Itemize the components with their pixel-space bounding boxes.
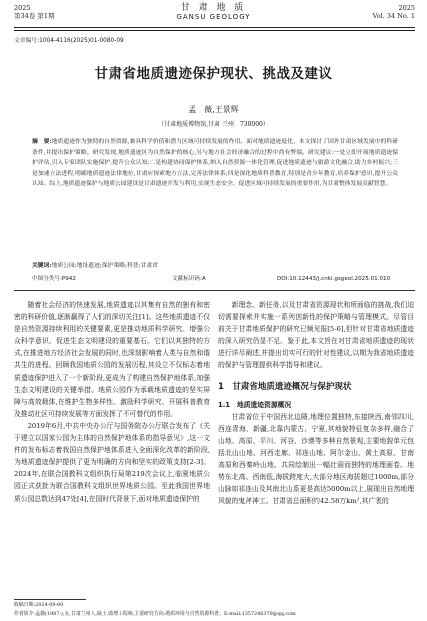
body-column-right [218, 299, 414, 507]
keywords-text: 地质公园;地址遗迹;保护策略;科普;甘肃省 [51, 263, 158, 269]
author-bio: 作者简介:孟薇(1987-),女,甘肃兰州人,硕士,助理工程师,主要研究方向:地质环境与自然资源科普。E-mail:1357246379@qq.com [14, 611, 296, 617]
journal-name-cn: 甘 肃 地 质 [180, 3, 247, 13]
keywords [32, 262, 398, 271]
header-left-year: 2025 [14, 4, 31, 12]
body-column-left [14, 299, 210, 505]
header-left-volume: 第34卷 第1期 [14, 12, 55, 20]
section-heading: 1 甘肃省地质遗迹概况与保护现状 [218, 381, 352, 392]
header-right-volume: Vol. 34 No. 1 [372, 12, 415, 20]
body-paragraph: 2019年6月,中共中央办公厅与国务院办公厅联合发布了《关于建立以国家公园为主体的自然保护地体系的指导意见》,这一文件的发布标志着我国自然保护地体系进入全面深化改革的新阶段,为地质遗迹保护提供了更为明确的方向和坚实的政策支持[2-3]。2024年,在联合国教科文组织执行局第219次会议上,临夏地质公园正式获批为联合国教科文组织世界地质公园。至此我国世界地质公园总数达到47处[4],在国时代背景下,面对地质遗迹保护的 [14, 421, 210, 503]
journal-name-en: GANSU GEOLOGY [176, 13, 251, 21]
body-paragraph: 新理念、新任务,以及甘肃省资源现状和所面临的挑战,我们迫切需要探索并实施一系列创新性的保护策略与管理模式。尽管目前关于甘肃地质保护的研究已频见报[5-6],但针对甘肃省地质遗迹的深入研究仍显不足。鉴于此,本文旨在对甘肃省地质遗迹的现状进行详尽阐述,并提出切实可行的针对性建议,以期为我省地质遗迹的保护与管理提供科学指导和建议。 [218, 301, 414, 370]
body-paragraph: 随着社会经济的快速发展,地质遗迹以其集有自然的独有和密密的科研价值,逐渐赢得了人们的深切关注[1]。这些地质遗迹不仅是自然资源持续利用的关键要素,更是推动地质科学研究、增强公众科学意识、促进生态文明建设的重要基石。它们以其独特的方式,在推进地方经济社会发展的同时,也深刻影响着人类与自然和谐共生的进程。回顾我国地质公园的发展历程,其设立不仅标志着地质遗迹保护进入了一个新阶段,更成为了构建自然保护地体系,加强生态文明建设的关键举措。地质公园作为承载地质遗迹的坚实屏障与高效载体,在维护生物多样性、激励科学研究、开展科普教育及推动社区可持续发展等方面发挥了不可替代的作用。 [14, 301, 210, 418]
abstract-text: 地质遗迹作为独特的自然资源,兼具科学价值和潜力区域可持续发展的作用。面对地质遗迹退化、本文探讨了国外甘肃区域发展中的科研条件,并提出保护策略。研究发现,地质遗迹区为自然保护的核心,另与地方社会经济融合的过程中尚有弊端。研究建议:一是立即开展地质遗迹保护评估,引入专家团队实施保护,提升公众认知;二是构建协同保护体系,纳入自然资源一体化管理,促进地质遗迹与旅游文化融合,助力乡村振兴;三是加速立法进程,明确地质遗迹法律地位,甘肃应探索地方立法,完善法律体系;四是深化地质科普教育,特别是青少年教育,培养保护意识,提升公众认知。综上,地质遗迹保护与地质公园建设是甘肃遗迹开发与利用,实现生态安全、促进区域可持续发展的重要作用,为甘肃整体发展贡献智慧。 [32, 139, 398, 188]
section-divider [14, 290, 415, 291]
journal-issue-right [373, 4, 415, 20]
body-paragraph: 甘肃省位于中国西北边陲,地理位置独特,东接陕西,南邻四川,西连青海、新疆,北靠内蒙古、宁夏,其地貌特征复杂多样,融合了山地、高原、平川、河谷、沙漠等多种自然景观,主要地貌单元包括北山山地、河西走廊、祁连山地、阿尔金山、黄土高原、甘南高原和西秦岭山地。共同绘制出一幅壮丽而独特的地理画卷。地势东北高、西南低,海拔跨度大,大部分地区海拔超过1000m,部分山脉如祁连山及其南北山系更是高达5000m以上,展现出自然地理风貌的鬼斧神工。甘肃省总面积约42.58万km²,其广袤的 [218, 412, 414, 506]
author-line: 孟 薇,王景辉 [188, 105, 239, 114]
clc-number: 中图分类号:P942 [32, 276, 76, 282]
journal-name [0, 3, 427, 22]
subsection-heading: 1.1 地质遗迹资源概况 [218, 400, 292, 409]
header-rule-thick [14, 27, 415, 28]
affiliation: （甘肃地质博物馆,甘肃 兰州 730000） [158, 121, 269, 128]
paper-title: 甘肃省地质遗迹保护现状、挑战及建议 [94, 66, 333, 82]
doi: DOI:10.12443/j.cnki.gsgeol.2025.01.010 [277, 276, 391, 282]
header-right-year: 2025 [398, 4, 415, 12]
header-rule-thin [14, 30, 415, 31]
keywords-label: 关键词: [32, 263, 52, 269]
abstract-label: 摘 要: [32, 139, 52, 145]
received-date: 收稿日期:2024-09-00 [14, 602, 64, 608]
classification-line [32, 275, 398, 283]
document-code: 文献标识码:A [172, 276, 206, 282]
article-number: 文章编号:1004-4116(2025)01-0080-09 [14, 38, 124, 44]
footnote-rule [14, 599, 86, 600]
abstract [32, 137, 398, 190]
